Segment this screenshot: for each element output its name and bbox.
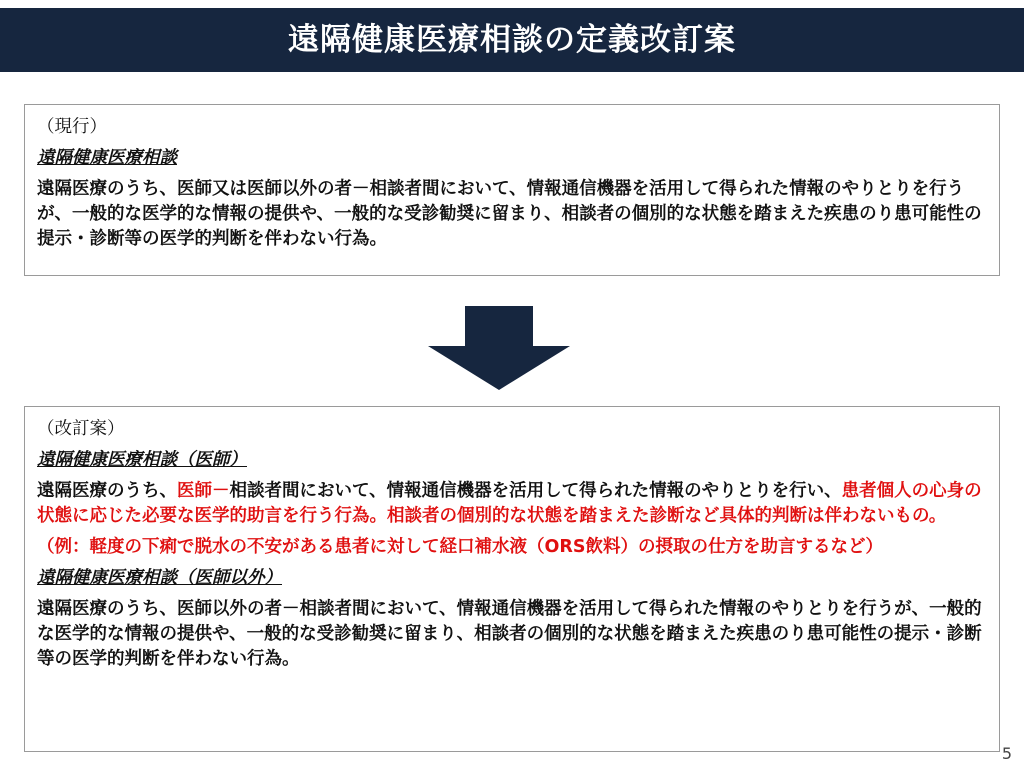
current-definition: 遠隔医療のうち、医師又は医師以外の者－相談者間において、情報通信機器を活用して得られた情報のやりとりを行うが、一般的な医学的な情報の提供や、一般的な受診勧奨に留まり、相談者の個別的な状態を踏まえた疾患のり患可能性の提示・診断等の医学的判断を伴わない行為。 (37, 179, 982, 249)
doctor-example: （例：軽度の下痢で脱水の不安がある患者に対して経口補水液（ORS飲料）の摂取の仕方を助言するなど） (37, 537, 883, 557)
current-term: 遠隔健康医療相談 (37, 148, 177, 168)
page-title: 遠隔健康医療相談の定義改訂案 (0, 8, 1024, 72)
current-definition-box (24, 104, 1000, 276)
revised-label: （改訂案） (37, 419, 125, 439)
doctor-definition-part3: 相談者間において、情報通信機器を活用して得られた情報のやりとりを行い、 (229, 481, 842, 501)
non-doctor-term: 遠隔健康医療相談（医師以外） (37, 568, 282, 588)
doctor-definition-part4: 患者個人の心身の状態に応じた必要な医学的助言を行う行為。相談者の個別的な状態を踏まえた診断など具体的判断は伴わないもの。 (37, 481, 982, 526)
revised-definition-box (24, 406, 1000, 752)
doctor-definition (37, 479, 987, 529)
current-label: （現行） (37, 117, 107, 137)
down-arrow-icon (428, 306, 570, 390)
doctor-term: 遠隔健康医療相談（医師） (37, 450, 247, 470)
page-number: 5 (1001, 744, 1012, 763)
doctor-definition-part2: 医師－ (177, 481, 230, 501)
non-doctor-definition: 遠隔医療のうち、医師以外の者－相談者間において、情報通信機器を活用して得られた情報のやりとりを行うが、一般的な医学的な情報の提供や、一般的な受診勧奨に留まり、相談者の個別的な状態を踏まえた疾患のり患可能性の提示・診断等の医学的判断を伴わない行為。 (37, 599, 982, 669)
doctor-definition-part1: 遠隔医療のうち、 (37, 481, 177, 501)
